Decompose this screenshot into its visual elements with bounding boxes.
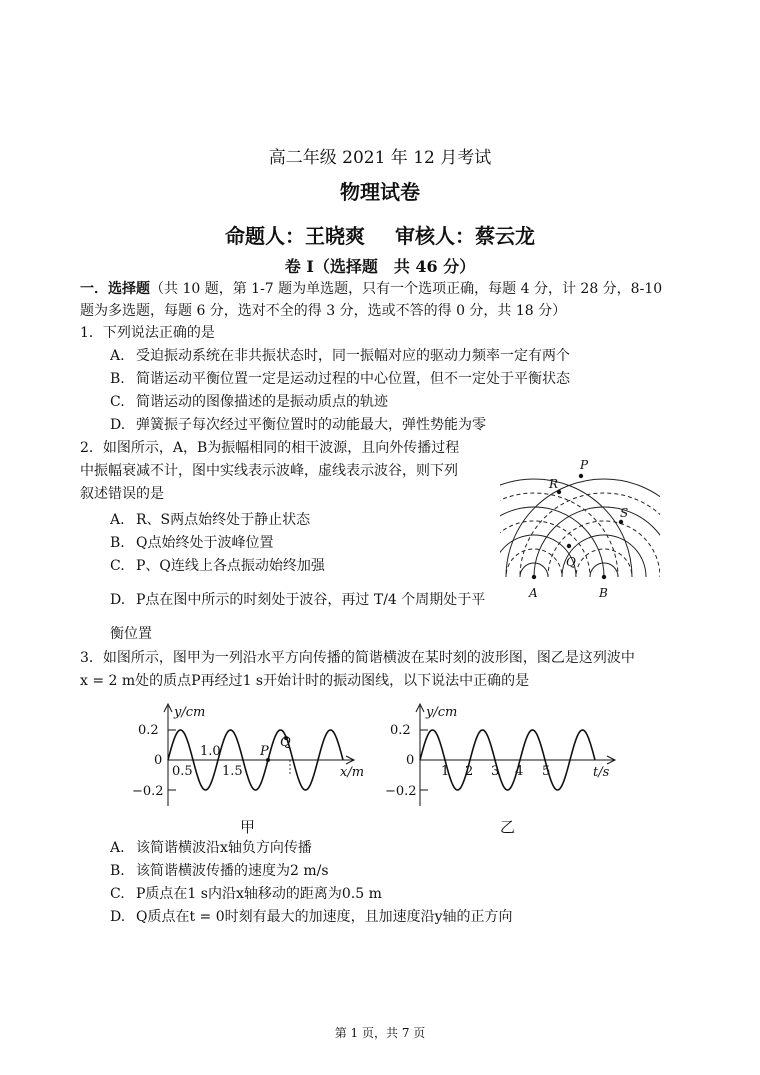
y-tick-label: 0 — [406, 753, 415, 768]
x-tick-label: 3 — [491, 764, 500, 779]
x-tick-label: 1 — [441, 764, 450, 779]
q3-option-a — [110, 838, 312, 858]
option-text: 该简谐横波传播的速度为2 m/s — [136, 863, 329, 879]
option-label: C. — [110, 886, 125, 902]
label-p: P — [580, 458, 589, 472]
section-heading — [80, 279, 662, 299]
option-label: C. — [110, 394, 125, 410]
y-tick-label: 0.2 — [390, 723, 411, 738]
y-axis-label: y/cm — [174, 705, 206, 720]
option-label: B. — [110, 535, 125, 551]
option-label: D. — [110, 592, 126, 608]
x-tick-label: 5 — [542, 764, 551, 779]
y-tick-label: 0.2 — [138, 723, 159, 738]
q2-option-b — [110, 533, 273, 553]
y-tick-label: −0.2 — [385, 784, 417, 799]
x-tick-label: 0.5 — [172, 764, 193, 779]
option-label: D. — [110, 417, 126, 433]
option-label: B. — [110, 371, 125, 387]
x-axis-label: t/s — [593, 765, 610, 780]
x-tick-label: 1.0 — [200, 744, 221, 759]
q1-option-a — [110, 346, 570, 366]
point-p-dot — [579, 474, 583, 478]
q1-option-c — [110, 392, 388, 412]
x-tick-label: 2 — [465, 764, 474, 779]
caption-jia: 甲 — [240, 818, 256, 836]
interference-figure — [500, 455, 660, 605]
authors-line — [0, 220, 760, 249]
section-desc-2: 题为多选题，每题 6 分，选对不全的得 3 分，选或不答的得 0 分，共 18 分） — [80, 303, 567, 319]
x-axis-label: x/m — [340, 765, 365, 780]
option-label: B. — [110, 863, 125, 879]
q2-stem-3: 叙述错误的是 — [80, 486, 164, 502]
q3-stem-1: 3．如图所示，图甲为一列沿水平方向传播的简谐横波在某时刻的波形图，图乙是这列波中 — [80, 650, 635, 666]
option-text: 简谐运动平衡位置一定是运动过程的中心位置，但不一定处于平衡状态 — [136, 371, 570, 387]
option-text: P质点在1 s内沿x轴移动的距离为0.5 m — [136, 886, 382, 902]
label-p: P — [260, 744, 269, 759]
page-footer: 第 1 页，共 7 页 — [334, 1026, 426, 1040]
q2-option-a — [110, 510, 310, 530]
wave-arc — [534, 507, 660, 605]
section-title: 一．选择题 — [80, 281, 150, 297]
exam-heading: 高二年级 2021 年 12 月考试 — [268, 148, 492, 168]
source-a-dot — [532, 575, 536, 579]
option-label: A. — [110, 348, 125, 364]
label-s: S — [620, 506, 629, 520]
y-tick-label: −0.2 — [132, 784, 164, 799]
option-text: 受迫振动系统在非共振状态时，同一振幅对应的驱动力频率一定有两个 — [136, 348, 570, 364]
q2-option-c — [110, 556, 325, 576]
option-text: 弹簧振子每次经过平衡位置时的动能最大，弹性势能为零 — [136, 417, 486, 433]
wave-arc — [500, 521, 590, 605]
reviewer-name: 审核人：蔡云龙 — [395, 224, 535, 248]
volume-heading: 卷 I（选择题 共 46 分） — [284, 257, 476, 276]
q3-option-c — [110, 884, 382, 904]
caption-yi: 乙 — [500, 818, 516, 836]
wave-arc — [520, 493, 660, 605]
label-a: A — [529, 586, 538, 600]
label-q: Q — [280, 735, 291, 750]
x-tick-label: 4 — [515, 764, 524, 779]
option-text: R、S两点始终处于静止状态 — [136, 512, 311, 528]
option-text: Q点始终处于波峰位置 — [136, 535, 274, 551]
label-b: B — [599, 586, 608, 600]
q1-option-b — [110, 369, 570, 389]
q3-stem-2: x = 2 m处的质点P再经过1 s开始计时的振动图线，以下说法中正确的是 — [80, 673, 530, 689]
setter-name: 命题人：王晓爽 — [225, 224, 365, 248]
option-text: 简谐运动的图像描述的是振动质点的轨迹 — [136, 394, 388, 410]
figure-yi — [385, 700, 625, 812]
q3-option-d — [110, 907, 513, 927]
option-text: 该简谐横波沿x轴负方向传播 — [136, 840, 312, 856]
wave-arc — [500, 479, 632, 605]
option-label: C. — [110, 558, 125, 574]
q2-option-d-cont: 衡位置 — [110, 626, 152, 642]
option-text: P、Q连线上各点振动始终加强 — [136, 558, 325, 574]
x-tick-label: 1.5 — [222, 764, 243, 779]
source-b-dot — [602, 575, 606, 579]
y-axis-label: y/cm — [426, 705, 458, 720]
q2-stem-1: 2．如图所示，A，B为振幅相同的相干波源，且向外传播过程 — [80, 440, 460, 456]
option-label: D. — [110, 909, 126, 925]
option-label: A. — [110, 840, 125, 856]
section-desc-1: （共 10 题，第 1-7 题为单选题，只有一个选项正确，每题 4 分，计 28 分，8-10 — [150, 281, 663, 297]
paper-title: 物理试卷 — [340, 180, 420, 204]
point-q-dot — [567, 544, 571, 548]
option-text: Q质点在t = 0时刻有最大的加速度，且加速度沿y轴的正方向 — [136, 909, 513, 925]
point-s-dot — [619, 520, 623, 524]
label-r: R — [549, 477, 559, 491]
figure-jia — [130, 700, 380, 812]
q1-option-d — [110, 415, 486, 435]
q1-stem: 1．下列说法正确的是 — [80, 325, 215, 341]
q3-option-b — [110, 861, 329, 881]
y-tick-label: 0 — [154, 753, 163, 768]
option-label: A. — [110, 512, 125, 528]
q2-stem-2: 中振幅衰减不计，图中实线表示波峰，虚线表示波谷，则下列 — [80, 463, 458, 479]
q2-option-d — [110, 590, 485, 610]
label-q: Q — [566, 555, 576, 569]
option-text: P点在图中所示的时刻处于波谷，再过 T/4 个周期处于平 — [136, 592, 486, 608]
